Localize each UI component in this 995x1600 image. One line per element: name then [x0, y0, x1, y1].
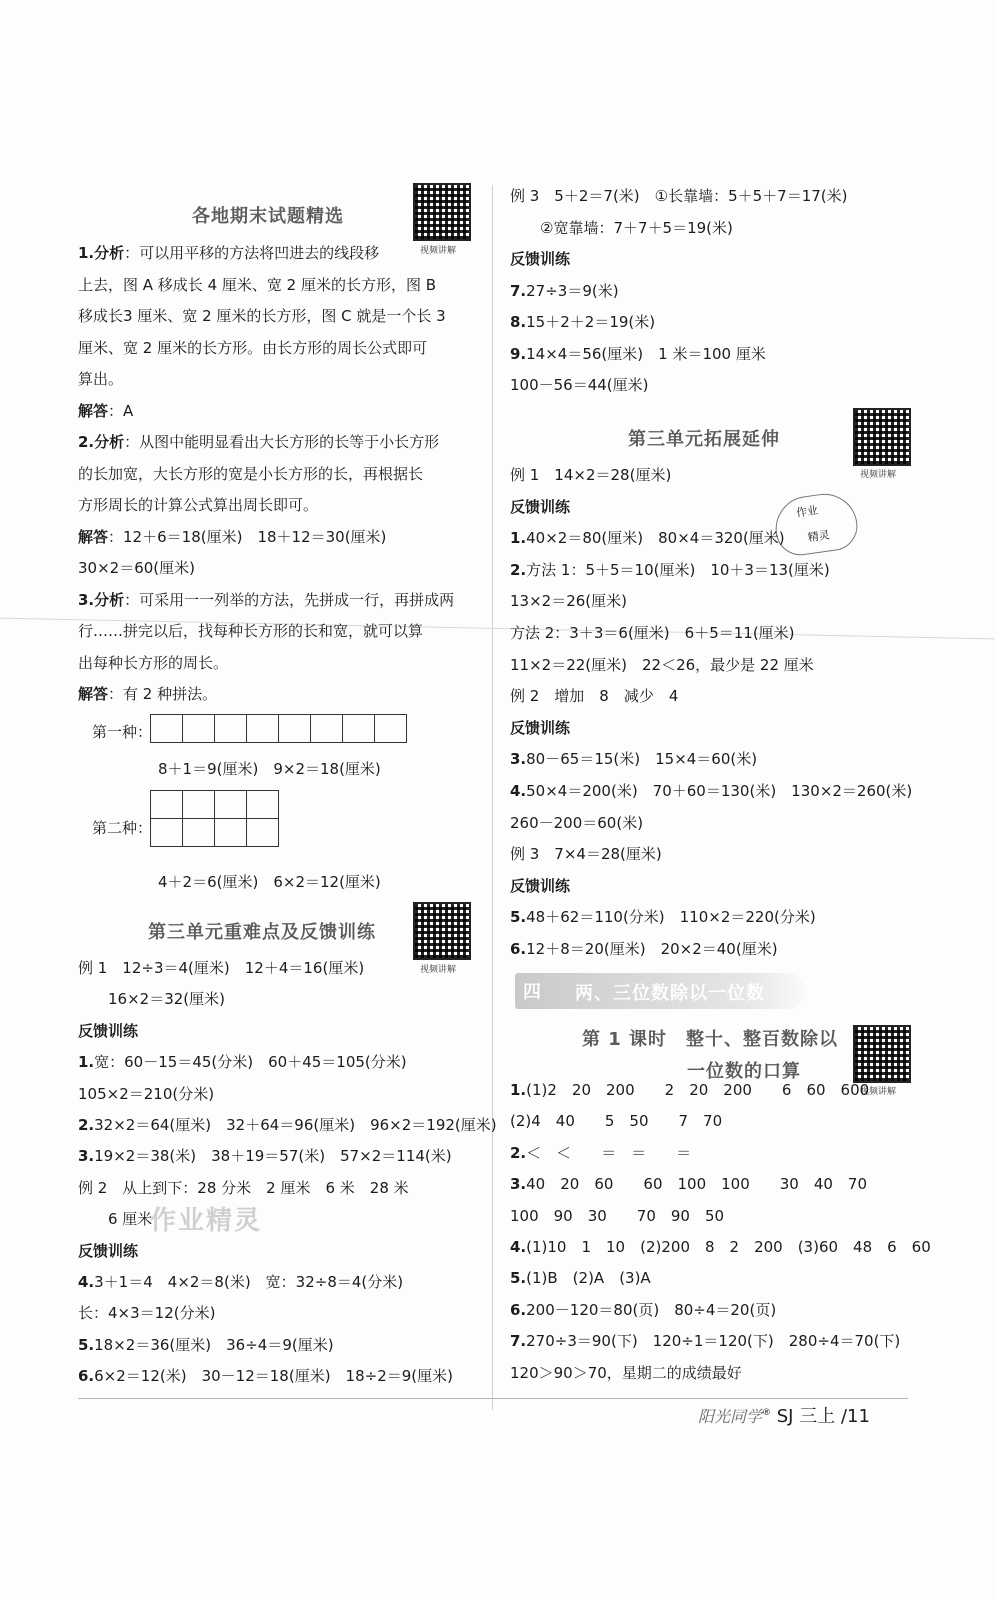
registered-mark: ®: [762, 1408, 772, 1418]
answer-line: [78, 558, 195, 578]
answer-line: [510, 939, 778, 959]
question-number: 1.: [510, 1081, 527, 1099]
answer-text: 13×2＝26(厘米): [510, 592, 627, 611]
answer-line: [78, 989, 225, 1009]
answer-text: ：12＋6＝18(厘米) 18＋12＝30(厘米): [108, 527, 387, 546]
answer-text: 出每种长方形的周长。: [78, 653, 229, 672]
qr-code-icon[interactable]: [853, 408, 911, 466]
watermark-text: 作业精灵: [150, 1206, 263, 1236]
answer-label: 反馈训练: [510, 497, 571, 516]
answer-line: [510, 1111, 722, 1131]
answer-text: 厘米、宽 2 厘米的长方形。由长方形的周长公式即可: [78, 338, 428, 357]
lesson-title-line2: 一位数的口算: [687, 1061, 801, 1082]
question-number: 7.: [510, 1332, 527, 1351]
answer-line: [510, 749, 757, 769]
answer-line: [78, 1084, 214, 1104]
answer-line: [78, 1052, 407, 1072]
answer-line: [78, 958, 364, 978]
answer-text: 上去，图 A 移成长 4 厘米、宽 2 厘米的长方形，图 B: [78, 275, 437, 294]
answer-line: [78, 1146, 452, 1166]
answer-line: [78, 527, 386, 547]
answer-line: [78, 1366, 453, 1386]
answer-line: [78, 1021, 138, 1041]
section-title-unit3-extension: 第三单元拓展延伸: [628, 429, 780, 450]
question-number: 5.: [510, 908, 527, 927]
answer-text: 40 20 60 60 100 100 30 40 70: [526, 1175, 868, 1194]
answer-line: [510, 1206, 724, 1226]
answer-line: [510, 218, 733, 238]
answer-text: 270÷3＝90(下) 120÷1＝120(下) 280÷4＝70(下): [526, 1332, 901, 1351]
answer-text: ：从图中能明显看出大长方形的长等于小长方形: [124, 433, 440, 451]
answer-line: [510, 718, 570, 738]
answer-text: 80－65＝15(米) 15×4＝60(米): [526, 750, 758, 769]
answer-line: [78, 1178, 409, 1198]
section-title-unit3-key-points: 第三单元重难点及反馈训练: [148, 922, 376, 943]
answer-text: (1)10 1 10 (2)200 8 2 200 (3)60 48 6 60: [526, 1238, 931, 1256]
answer-line: [510, 907, 816, 927]
answer-text: 32×2＝64(厘米) 32＋64＝96(厘米) 96×2＝192(厘米): [94, 1116, 497, 1134]
first-arrangement-grid: [150, 714, 407, 743]
answer-text: 30×2＝60(厘米): [78, 559, 195, 577]
answer-text: ：可采用一一列举的方法，先拼成一行，再拼成两: [124, 590, 455, 609]
answer-line: [78, 1209, 152, 1229]
answer-text: 40×2＝80(厘米) 80×4＝320(厘米): [526, 529, 785, 548]
answer-line: [510, 1300, 776, 1320]
answer-text: ：可以用平移的方法将凹进去的线段移: [124, 244, 380, 262]
answer-text: ：有 2 种拼法。: [108, 685, 218, 703]
answer-text: ：A: [108, 401, 134, 420]
question-number: 2.: [510, 1143, 527, 1162]
answer-line: [78, 1241, 138, 1261]
question-number: 5.: [78, 1335, 95, 1354]
answer-line: [510, 813, 643, 833]
answer-text: 例 3 5＋2＝7(米) ①长靠墙：5＋5＋7＝17(米): [510, 187, 848, 205]
qr-code-icon[interactable]: [413, 183, 471, 241]
question-number: 6.: [510, 940, 527, 958]
answer-line: [510, 1268, 651, 1288]
lesson-title-line1: 第 1 课时 整十、整百数除以: [582, 1029, 839, 1050]
answer-text: 14×4＝56(厘米) 1 米＝100 厘米: [526, 344, 766, 363]
answer-label: 分析: [94, 590, 125, 609]
edition-label: SJ 三上: [776, 1406, 836, 1427]
question-number: 3.: [78, 1147, 95, 1166]
answer-text: 105×2＝210(分米): [78, 1084, 215, 1103]
stamp-text-top: 作业: [795, 503, 819, 520]
answer-text: 例 2 从上到下：28 分米 2 厘米 6 米 28 米: [78, 1178, 409, 1197]
answer-text: 长：4×3＝12(分米): [78, 1304, 216, 1323]
qr-caption: 视频讲解: [860, 1087, 897, 1097]
answer-text: 方法 1：5＋5＝10(厘米) 10＋3＝13(厘米): [526, 560, 830, 579]
answer-line: [510, 591, 627, 611]
answer-text: 例 1 14×2＝28(厘米): [510, 466, 672, 484]
answer-line: [510, 655, 814, 675]
answer-text: 3＋1＝4 4×2＝8(米) 宽：32÷8＝4(分米): [94, 1273, 404, 1291]
answer-label: 分析: [94, 433, 125, 451]
answer-line: [510, 375, 649, 395]
answer-line: [78, 369, 123, 389]
question-number: 7.: [510, 281, 527, 300]
chapter-banner: [515, 973, 805, 1009]
answer-text: 例 2 增加 8 减少 4: [510, 687, 679, 706]
second-arrangement-calc: 4＋2＝6(厘米) 6×2＝12(厘米): [158, 873, 381, 891]
answer-line: [510, 281, 619, 301]
answer-line: [78, 653, 228, 673]
answer-text: 260－200＝60(米): [510, 813, 644, 832]
answer-text: ＜ ＜ ＝ ＝ ＝: [526, 1143, 692, 1162]
question-number: 8.: [510, 313, 527, 331]
first-arrangement-label: 第一种：: [92, 723, 153, 741]
qr-caption: 视频讲解: [420, 965, 457, 975]
question-number: 5.: [510, 1269, 527, 1288]
brand-logo: 阳光同学: [698, 1407, 763, 1426]
answer-line: [78, 1115, 497, 1135]
answer-text: 27÷3＝9(米): [526, 281, 619, 300]
answer-label: 解答: [78, 527, 109, 546]
answer-line: [78, 306, 446, 326]
answer-text: (1)2 20 200 2 20 200 6 60 600: [526, 1081, 870, 1099]
answer-text: ②宽靠墙：7＋7＋5＝19(米): [510, 218, 733, 237]
answer-text: 16×2＝32(厘米): [78, 990, 225, 1009]
answer-line: [78, 495, 318, 515]
answer-label: 解答: [78, 685, 109, 703]
answer-line: [510, 186, 848, 206]
homework-sprite-stamp: [771, 490, 860, 559]
answer-line: [78, 275, 436, 295]
question-number: 6.: [78, 1367, 95, 1386]
answer-line: [78, 243, 379, 263]
footer-rule: [78, 1398, 908, 1399]
question-number: 2.: [510, 560, 527, 579]
answer-text: 方法 2：3＋3＝6(厘米) 6＋5＝11(厘米): [510, 624, 795, 642]
answer-text: 算出。: [78, 370, 124, 388]
answer-line: [510, 876, 570, 896]
answer-label: 分析: [94, 244, 125, 262]
answer-line: [510, 844, 662, 864]
answer-line: [510, 1080, 869, 1100]
answer-text: 200－120＝80(页) 80÷4＝20(页): [526, 1300, 777, 1319]
first-arrangement-calc: 8＋1＝9(厘米) 9×2＝18(厘米): [158, 760, 381, 778]
question-number: 4.: [78, 1273, 95, 1291]
answer-line: [510, 781, 912, 801]
question-number: 1.: [78, 1053, 95, 1072]
page-footer: [698, 1402, 870, 1428]
question-number: 3.: [510, 750, 527, 769]
answer-text: 19×2＝38(米) 38＋19＝57(米) 57×2＝114(米): [94, 1147, 452, 1166]
second-arrangement-label: 第二种：: [92, 819, 153, 837]
answer-line: [510, 686, 678, 706]
answer-text: 方形周长的计算公式算出周长即可。: [78, 496, 319, 514]
answer-line: [78, 590, 454, 610]
qr-code-icon[interactable]: [413, 902, 471, 960]
answer-line: [510, 465, 671, 485]
answer-line: [510, 497, 570, 517]
answer-line: [78, 684, 217, 704]
answer-text: (1)B (2)A (3)A: [526, 1269, 651, 1288]
question-number: 4.: [510, 782, 527, 800]
question-number: 3.: [510, 1175, 527, 1194]
answer-text: 12＋8＝20(厘米) 20×2＝40(厘米): [526, 940, 778, 958]
answer-line: [510, 1143, 691, 1163]
answer-line: [78, 432, 439, 452]
answer-line: [78, 338, 427, 358]
answer-line: [78, 464, 423, 484]
question-number: 1.: [510, 529, 527, 548]
answer-label: 反馈训练: [510, 876, 571, 895]
answer-text: 15＋2＋2＝19(米): [526, 313, 656, 331]
answer-line: [78, 1335, 334, 1355]
qr-caption: 视频讲解: [420, 246, 457, 256]
chapter-title: 两、三位数除以一位数: [575, 983, 765, 1004]
column-divider: [492, 185, 493, 1410]
question-number: 2.: [78, 433, 95, 451]
answer-label: 反馈训练: [78, 1021, 139, 1040]
answer-text: 100 90 30 70 90 50: [510, 1206, 725, 1225]
answer-line: [510, 312, 655, 332]
section-title-final-exam: 各地期末试题精选: [192, 206, 344, 227]
answer-line: [510, 344, 766, 364]
answer-line: [78, 1272, 403, 1292]
answer-line: [78, 401, 133, 421]
answer-line: [510, 560, 830, 580]
question-number: 6.: [510, 1300, 527, 1319]
answer-text: 的长加宽，大长方形的宽是小长方形的长，再根据长: [78, 464, 424, 483]
answer-line: [510, 528, 785, 548]
answer-text: 11×2＝22(厘米) 22＜26，最少是 22 厘米: [510, 655, 814, 674]
answer-line: [510, 249, 570, 269]
answer-text: 18×2＝36(厘米) 36÷4＝9(厘米): [94, 1335, 334, 1354]
page-number: /11: [840, 1406, 870, 1427]
answer-text: 移成长3 厘米、宽 2 厘米的长方形，图 C 就是一个长 3: [78, 307, 446, 325]
answer-text: 宽：60－15＝45(分米) 60＋45＝105(分米): [94, 1053, 407, 1072]
answer-text: 50×4＝200(米) 70＋60＝130(米) 130×2＝260(米): [526, 782, 913, 800]
answer-text: 6×2＝12(米) 30－12＝18(厘米) 18÷2＝9(厘米): [94, 1367, 453, 1386]
answer-line: [510, 1237, 931, 1257]
question-number: 9.: [510, 344, 527, 363]
answer-text: 6 厘米: [78, 1210, 153, 1229]
answer-label: 反馈训练: [510, 250, 571, 268]
answer-line: [510, 1363, 742, 1383]
answer-text: 120＞90＞70，星期二的成绩最好: [510, 1363, 742, 1382]
answer-line: [510, 1174, 867, 1194]
answer-label: 解答: [78, 401, 109, 420]
stamp-text-bottom: 精灵: [806, 528, 831, 545]
question-number: 4.: [510, 1238, 527, 1256]
answer-text: 行……拼完以后，找每种长方形的长和宽，就可以算: [78, 622, 424, 640]
chapter-number: 四: [523, 982, 541, 1003]
answer-text: 例 3 7×4＝28(厘米): [510, 845, 662, 864]
qr-caption: 视频讲解: [860, 470, 897, 480]
question-number: 2.: [78, 1116, 95, 1134]
answer-line: [510, 623, 795, 643]
answer-label: 反馈训练: [510, 718, 571, 737]
answer-line: [78, 1303, 215, 1323]
question-number: 3.: [78, 590, 95, 609]
answer-text: 100－56＝44(厘米): [510, 376, 649, 394]
second-arrangement-grid: [150, 790, 279, 847]
answer-text: (2)4 40 5 50 7 70: [510, 1112, 723, 1131]
question-number: 1.: [78, 244, 95, 262]
answer-label: 反馈训练: [78, 1241, 139, 1260]
answer-line: [510, 1331, 900, 1351]
answer-line: [78, 621, 423, 641]
answer-text: 例 1 12÷3＝4(厘米) 12＋4＝16(厘米): [78, 959, 365, 977]
qr-code-icon[interactable]: [853, 1025, 911, 1083]
answer-text: 48＋62＝110(分米) 110×2＝220(分米): [526, 908, 816, 927]
